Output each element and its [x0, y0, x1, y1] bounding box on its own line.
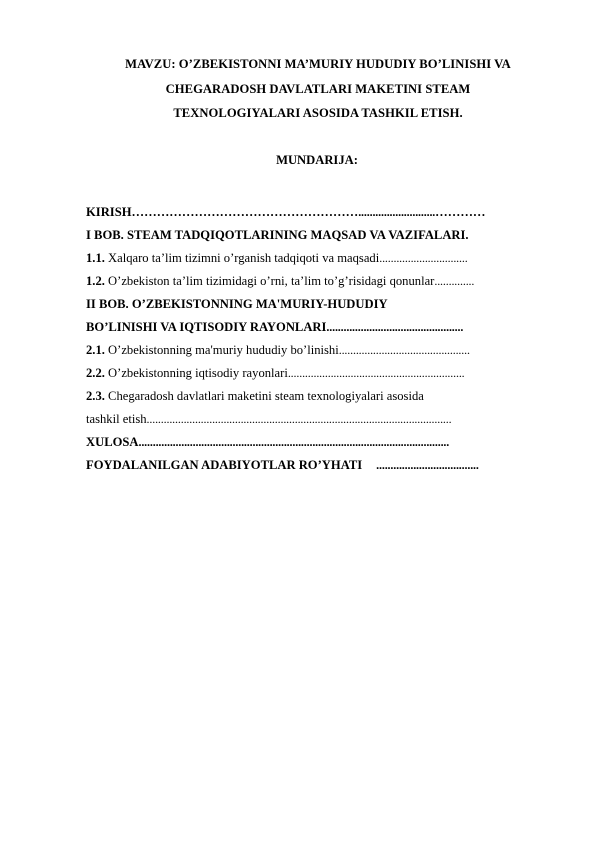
- toc-1-1-number: 1.1.: [86, 251, 105, 265]
- toc-references-label: FOYDALANILGAN ADABIYOTLAR RO’YHATI: [86, 458, 363, 472]
- toc-conclusion-label: XULOSA: [86, 435, 139, 449]
- toc-2-3-text-cont: tashkil etish: [86, 412, 147, 426]
- toc-intro-leader-3: …………: [435, 205, 486, 219]
- toc-1-1-leader: ...............................: [379, 251, 468, 265]
- toc-2-2-leader: ..............................................................: [287, 366, 465, 380]
- toc-chapter-2-title: BO’LINISHI VA IQTISODIY RAYONLARI: [86, 320, 327, 334]
- toc-1-2-number: 1.2.: [86, 274, 105, 288]
- toc-2-3-leader: ...........................................................................................................: [146, 412, 452, 426]
- toc-references-leader: ....................................: [376, 458, 479, 472]
- title-line-3: TEXNOLOGIYALARI ASOSIDA TASHKIL ETISH.: [173, 106, 463, 120]
- contents-heading: MUNDARIJA:: [276, 153, 358, 167]
- toc-2-1-number: 2.1.: [86, 343, 105, 357]
- title-line-1: MAVZU: O’ZBEKISTONNI MA’MURIY HUDUDIY BO’LINISHI VA: [125, 57, 511, 71]
- toc-entry-1-1[interactable]: [86, 251, 468, 266]
- title-line-2: CHEGARADOSH DAVLATLARI MAKETINI STEAM: [165, 82, 471, 96]
- toc-2-1-leader: ..............................................: [338, 343, 470, 357]
- toc-entry-1-2[interactable]: [86, 274, 474, 289]
- toc-entry-chapter-2-line-2[interactable]: [86, 320, 463, 335]
- toc-1-2-text: O’zbekiston ta’lim tizimidagi o’rni, ta’lim to’g’risidagi qonunlar: [104, 274, 435, 288]
- toc-entry-chapter-1[interactable]: I BOB. STEAM TADQIQOTLARINING MAQSAD VA VAZIFALARI.: [86, 228, 469, 242]
- toc-1-2-leader: ..............: [434, 274, 475, 288]
- toc-2-3-number: 2.3.: [86, 389, 105, 403]
- toc-1-1-text: Xalqaro ta’lim tizimni o’rganish tadqiqoti va maqsadi: [104, 251, 380, 265]
- toc-intro-label: KIRISH: [86, 205, 132, 219]
- toc-intro-leader-2: ...........................: [358, 205, 436, 219]
- toc-entry-2-3-line-2[interactable]: [86, 412, 451, 427]
- toc-2-2-number: 2.2.: [86, 366, 105, 380]
- toc-entry-intro[interactable]: [86, 205, 486, 220]
- toc-entry-references[interactable]: [86, 458, 479, 473]
- toc-entry-2-1[interactable]: [86, 343, 470, 358]
- toc-conclusion-leader: .............................................................................................................: [138, 435, 450, 449]
- toc-2-3-text: Chegaradosh davlatlari maketini steam texnologiyalari asosida: [104, 389, 424, 403]
- toc-entry-conclusion[interactable]: [86, 435, 449, 450]
- toc-chapter-2-leader: ................................................: [326, 320, 464, 334]
- toc-entry-2-2[interactable]: [86, 366, 465, 381]
- toc-2-2-text: O’zbekistonning iqtisodiy rayonlari: [104, 366, 288, 380]
- toc-intro-leader-1: ………………………………………………: [131, 205, 359, 219]
- toc-2-1-text: O’zbekistonning ma'muriy hududiy bo’linishi: [104, 343, 339, 357]
- toc-entry-2-3-line-1[interactable]: [86, 389, 424, 404]
- toc-entry-chapter-2-line-1[interactable]: II BOB. O’ZBEKISTONNING MA'MURIY-HUDUDIY: [86, 297, 388, 311]
